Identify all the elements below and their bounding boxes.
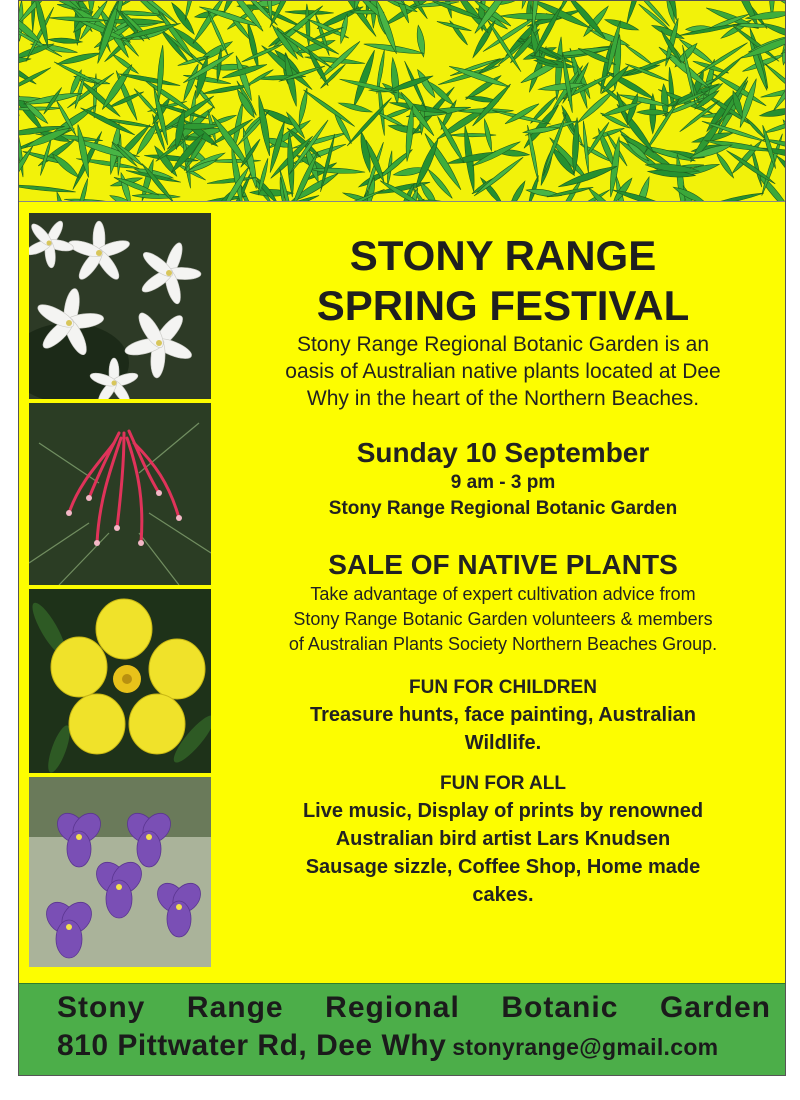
festival-details (233, 231, 773, 909)
event-date: Sunday 10 September (356, 437, 650, 468)
sale-heading: SALE OF NATIVE PLANTS (328, 549, 678, 580)
purple-flower-photo (29, 777, 211, 967)
leaf-shape (19, 200, 39, 201)
leaf-shape (709, 191, 764, 201)
all-line: Live music, Display of prints by renowned (302, 800, 704, 822)
leaf-shape (507, 180, 527, 201)
leaf-shape (437, 20, 472, 32)
sale-line: Take advantage of expert cultivation advice from (310, 584, 696, 604)
leaf-shape (624, 44, 653, 66)
leaf-shape (19, 66, 52, 93)
yellow-flower-photo (29, 589, 211, 773)
children-line: Wildlife. (464, 732, 542, 754)
intro-line: Why in the heart of the Northern Beaches. (306, 387, 700, 410)
leaf-shape (672, 184, 708, 201)
leaf-shape (183, 1, 199, 21)
leaf-shape (56, 50, 101, 67)
festival-title-line1: STONY RANGE (349, 232, 657, 279)
leaf-pattern-banner (19, 1, 785, 202)
leaf-shape (759, 106, 785, 119)
all-line: Sausage sizzle, Coffee Shop, Home made (305, 856, 701, 878)
grevillea-photo (29, 403, 211, 585)
sale-line: of Australian Plants Society Northern Beaches Group. (288, 634, 718, 654)
leaf-shape (350, 49, 377, 108)
footer-banner (19, 983, 785, 1076)
leaf-shape (19, 107, 62, 111)
leaf-shape (604, 17, 640, 33)
children-line: Treasure hunts, face painting, Australian (309, 704, 696, 726)
contact-email[interactable]: stonyrange@gmail.com (452, 1034, 719, 1060)
leaf-shape (245, 21, 261, 70)
leaf-shape (302, 88, 355, 128)
leaf-shape (286, 132, 295, 197)
white-flower-photo (29, 213, 211, 399)
leaf-shape (50, 152, 81, 180)
all-line: cakes. (472, 884, 534, 906)
intro-line: oasis of Australian native plants located at Dee (285, 360, 721, 383)
festival-title-line2: SPRING FESTIVAL (316, 282, 690, 329)
garden-name: Stony Range Regional Botanic Garden (57, 991, 771, 1024)
leaf-shape (19, 183, 76, 193)
leaf-shape (624, 1, 646, 25)
children-heading: FUN FOR CHILDREN (409, 677, 597, 698)
intro-line: Stony Range Regional Botanic Garden is an (296, 333, 710, 356)
garden-address: 810 Pittwater Rd, Dee Why (57, 1029, 447, 1062)
event-venue: Stony Range Regional Botanic Garden (328, 498, 678, 519)
leaf-shape (285, 10, 334, 15)
leaf-shape (771, 56, 785, 113)
sale-line: Stony Range Botanic Garden volunteers & members (293, 609, 713, 629)
all-line: Australian bird artist Lars Knudsen (335, 828, 671, 850)
leaf-pattern-icon (19, 1, 785, 201)
leaf-shape (763, 119, 785, 135)
event-time: 9 am - 3 pm (450, 472, 556, 493)
address-line (57, 1028, 718, 1065)
all-heading: FUN FOR ALL (440, 773, 566, 794)
festival-poster (18, 0, 786, 1076)
